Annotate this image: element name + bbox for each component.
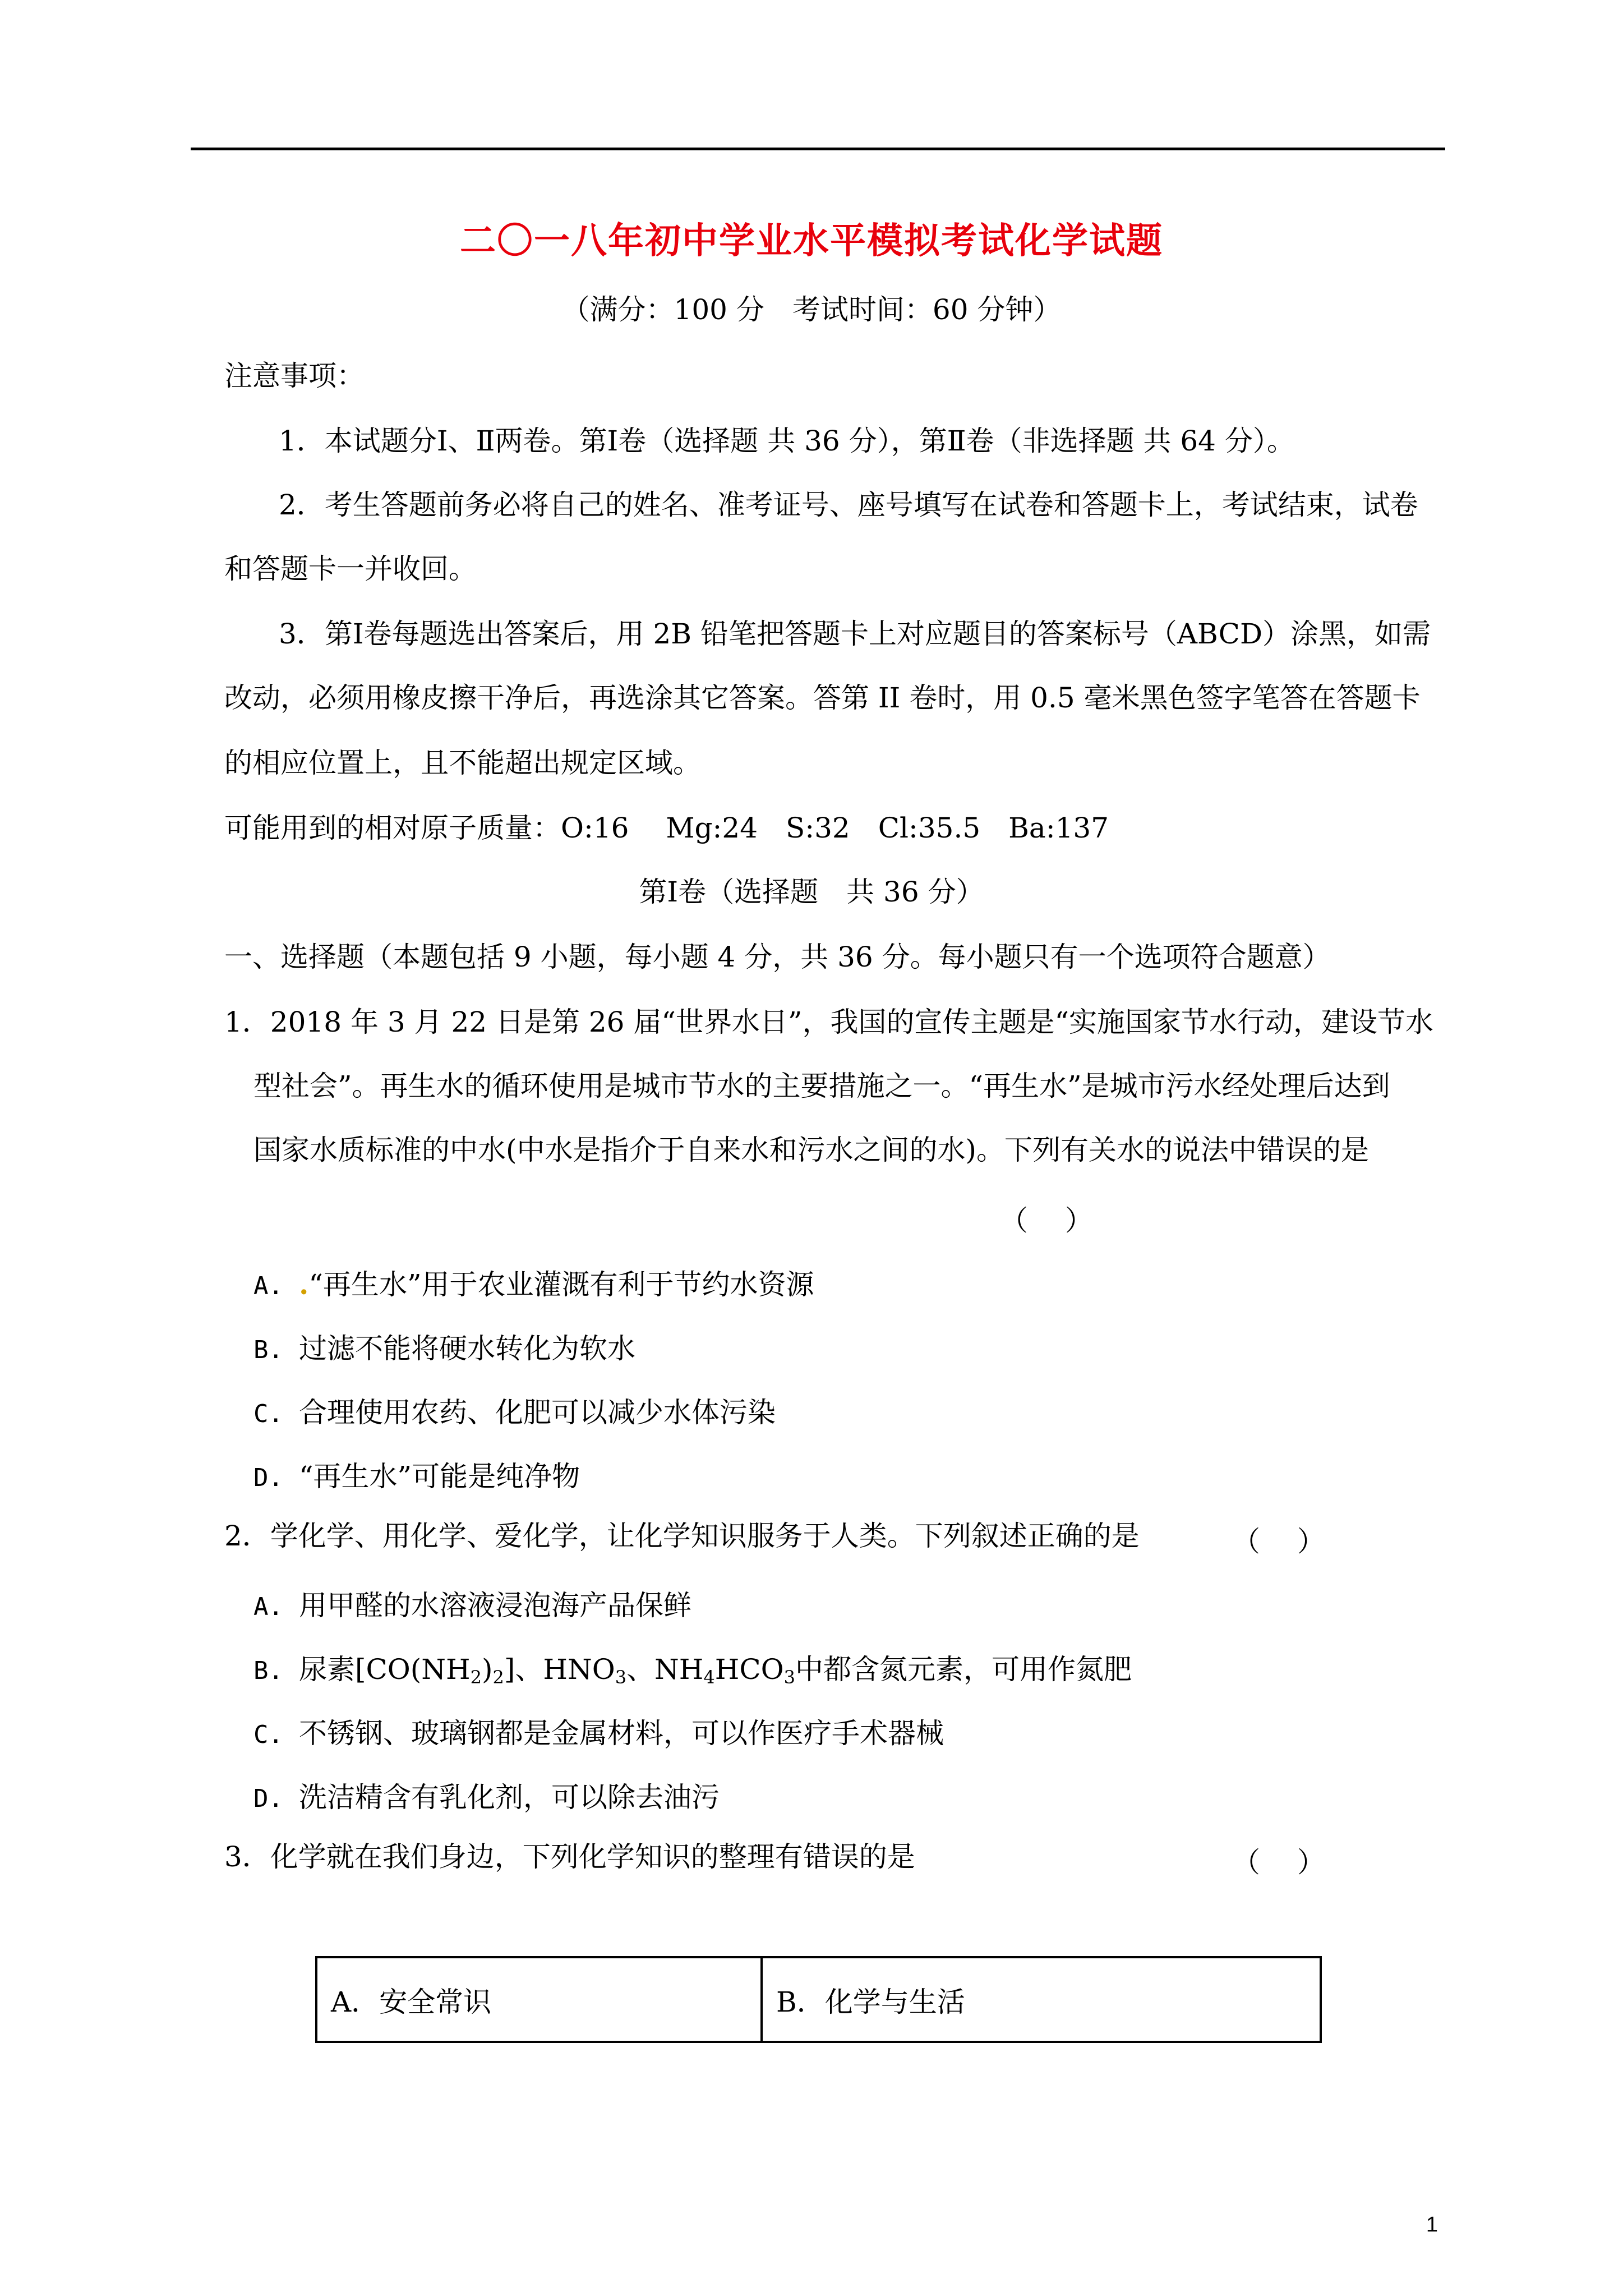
- option-letter: B.: [253, 1657, 283, 1685]
- q3-stem: 3．化学就在我们身边，下列化学知识的整理有错误的是: [224, 1841, 915, 1873]
- exam-title: 二〇一八年初中学业水平模拟考试化学试题: [460, 220, 1163, 262]
- q1-stem-line-1: 1．2018 年 3 月 22 日是第 26 届“世界水日”，我国的宣传主题是“实施国家节水行动，建设节水: [224, 1006, 1434, 1038]
- q3-answer-paren: （ ）: [1232, 1846, 1325, 1879]
- option-letter: C.: [253, 1720, 283, 1749]
- option-text: “再生水”可能是纯净物: [298, 1460, 580, 1493]
- option-text: 用甲醛的水溶液浸泡海产品保鲜: [298, 1589, 691, 1622]
- q3-table-cell-a: A．安全常识: [316, 1957, 762, 2042]
- notice-item-1: 1．本试题分Ⅰ、Ⅱ两卷。第Ⅰ卷（选择题 共 36 分），第Ⅱ卷（非选择题 共 64 分）。: [279, 425, 1295, 457]
- page-number: 1: [1426, 2213, 1438, 2237]
- q2-option-c[interactable]: [253, 1711, 944, 1751]
- table-row: [316, 1957, 1321, 2042]
- q3-table: [315, 1956, 1322, 2043]
- notice-item-3-line-3: 的相应位置上，且不能超出规定区域。: [224, 747, 701, 779]
- option-letter: D.: [253, 1784, 283, 1813]
- q1-option-a[interactable]: [253, 1262, 814, 1303]
- q2-answer-paren: （ ）: [1232, 1525, 1325, 1558]
- notice-item-2-line-2: 和答题卡一并收回。: [224, 553, 477, 585]
- notice-item-3-line-1: 3．第Ⅰ卷每题选出答案后，用 2B 铅笔把答题卡上对应题目的答案标号（ABCD）涂黑，如需: [279, 618, 1431, 650]
- q1-stem-line-2: 型社会”。再生水的循环使用是城市节水的主要措施之一。“再生水”是城市污水经处理后达到: [253, 1070, 1390, 1102]
- option-letter: B.: [253, 1336, 283, 1364]
- option-letter: A.: [253, 1272, 283, 1300]
- header-rule: [191, 148, 1445, 150]
- q1-option-d[interactable]: [253, 1454, 580, 1494]
- q2-option-b[interactable]: [253, 1647, 1132, 1687]
- q2-stem: 2．学化学、用化学、爱化学，让化学知识服务于人类。下列叙述正确的是: [224, 1520, 1140, 1552]
- notice-item-2-line-1: 2．考生答题前务必将自己的姓名、准考证号、座号填写在试卷和答题卡上，考试结束，试卷: [279, 489, 1418, 521]
- option-text: 洗洁精含有乳化剂，可以除去油污: [298, 1781, 720, 1814]
- atomic-masses: 可能用到的相对原子质量：O:16 Mg:24 S:32 Cl:35.5 Ba:137: [224, 812, 1109, 844]
- notice-item-3-line-2: 改动，必须用橡皮擦干净后，再选涂其它答案。答第 II 卷时，用 0.5 毫米黑色签字笔答在答题卡: [224, 682, 1421, 714]
- q1-stem-line-3: 国家水质标准的中水(中水是指介于自来水和污水之间的水)。下列有关水的说法中错误的是: [253, 1134, 1370, 1166]
- exam-subtitle: （满分：100 分 考试时间：60 分钟）: [561, 293, 1062, 326]
- option-text: 合理使用农药、化肥可以减少水体污染: [298, 1396, 776, 1429]
- q3-table-cell-b: B．化学与生活: [762, 1957, 1321, 2042]
- option-letter: D.: [253, 1464, 283, 1492]
- q1-option-b[interactable]: [253, 1326, 635, 1366]
- section-1-heading: 第Ⅰ卷（选择题 共 36 分）: [639, 876, 984, 908]
- option-text: 不锈钢、玻璃钢都是金属材料，可以作医疗手术器械: [298, 1717, 944, 1750]
- option-letter: A.: [253, 1593, 283, 1621]
- option-letter: C.: [253, 1400, 283, 1428]
- option-text: 过滤不能将硬水转化为软水: [298, 1332, 635, 1365]
- q2-option-a[interactable]: [253, 1583, 691, 1623]
- option-text: 尿素$[CO(NH_2)_2]$、$HNO_3$、$NH_4HCO_3$中都含氮元素，可用作氮肥: [298, 1653, 1132, 1688]
- q2-option-d[interactable]: [253, 1775, 720, 1815]
- option-text: “再生水”用于农业灌溉有利于节约水资源: [308, 1268, 814, 1301]
- notice-heading: 注意事项：: [224, 360, 365, 392]
- q1-answer-paren: （ ）: [1000, 1204, 1093, 1237]
- mark-dot: .: [298, 1268, 309, 1301]
- q1-option-c[interactable]: [253, 1390, 776, 1430]
- section-1-instruction: 一、选择题（本题包括 9 小题，每小题 4 分，共 36 分。每小题只有一个选项符合题意）: [224, 941, 1331, 973]
